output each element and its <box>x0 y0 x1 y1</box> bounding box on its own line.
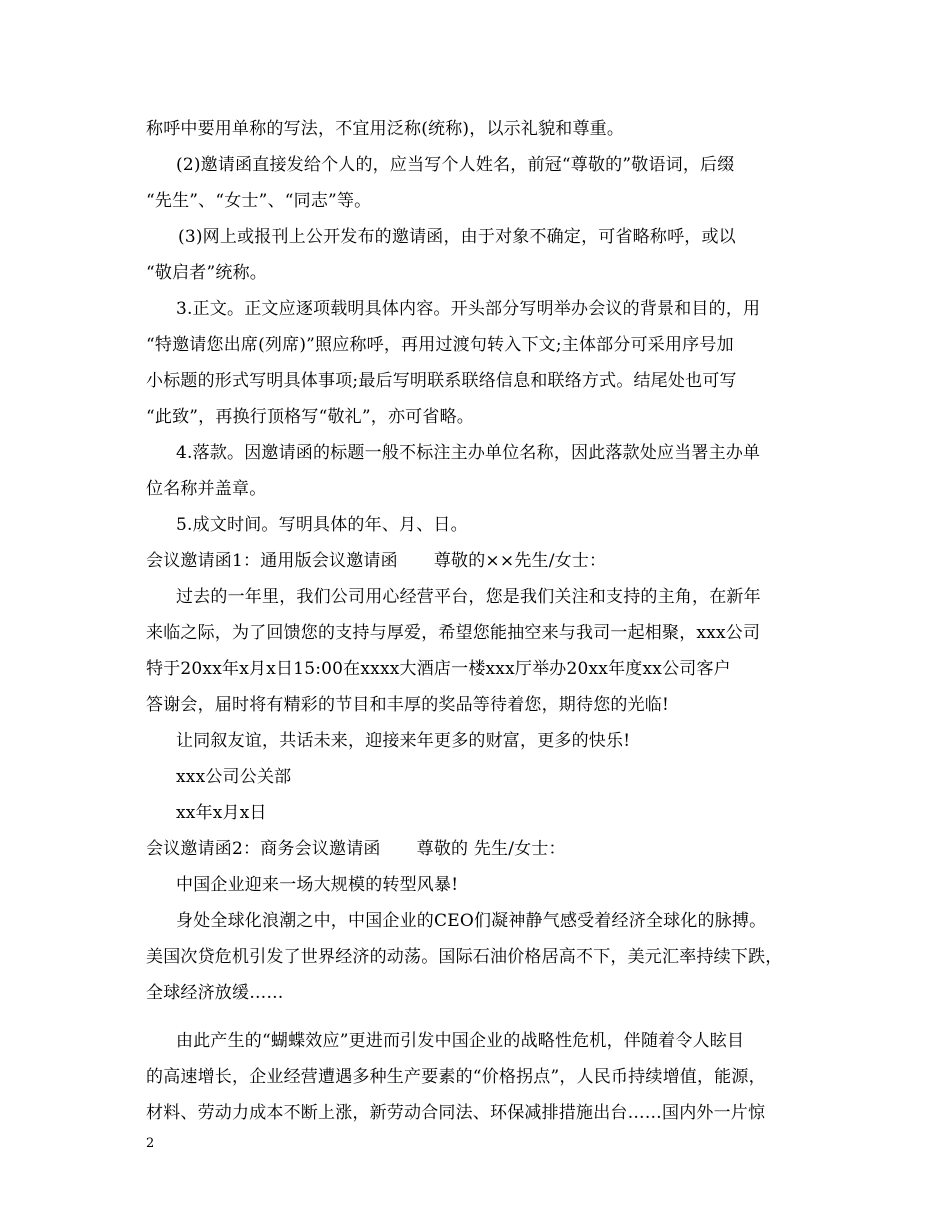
text-line: (3)网上或报刊上公开发布的邀请函，由于对象不确定，可省略称呼，或以 <box>178 227 736 247</box>
text-line: 称呼中要用单称的写法，不宜用泛称(统称)，以示礼貌和尊重。 <box>146 119 625 139</box>
page-number: 2 <box>146 1136 155 1151</box>
text-line: 5.成文时间。写明具体的年、月、日。 <box>176 515 468 535</box>
invitation-title: 会议邀请函1：通用版会议邀请函 <box>146 551 398 571</box>
salutation: 尊敬的××先生/女士： <box>433 551 607 571</box>
text-line: 来临之际，为了回馈您的支持与厚爱，希望您能抽空来与我司一起相聚，xxx公司 <box>146 623 761 643</box>
text-line: 中国企业迎来一场大规模的转型风暴! <box>176 875 459 895</box>
text-line: 美国次贷危机引发了世界经济的动荡。国际石油价格居高不下，美元汇率持续下跌， <box>146 947 783 967</box>
invitation-title: 会议邀请函2：商务会议邀请函 <box>146 839 381 859</box>
text-line: “此致”，再换行顶格写“敬礼”，亦可省略。 <box>146 407 474 427</box>
text-line: 3.正文。正文应逐项载明具体内容。开头部分写明举办会议的背景和目的，用 <box>176 299 761 319</box>
text-line: 过去的一年里，我们公司用心经营平台，您是我们关注和支持的主角，在新年 <box>176 587 761 607</box>
text-line: 答谢会，届时将有精彩的节目和丰厚的奖品等待着您，期待您的光临! <box>146 695 670 715</box>
text-line: “敬启者”统称。 <box>146 263 267 283</box>
text-line: 材料、劳动力成本不断上涨，新劳动合同法、环保减排措施出台……国内外一片惊 <box>146 1103 766 1123</box>
text-line: 身处全球化浪潮之中，中国企业的CEO们凝神静气感受着经济全球化的脉搏。 <box>176 911 767 931</box>
text-line: 全球经济放缓…… <box>146 983 284 1003</box>
text-line: 由此产生的“蝴蝶效应”更进而引发中国企业的战略性危机，伴随着令人眩目 <box>176 1031 745 1051</box>
section-heading <box>146 837 566 861</box>
text-line: 的高速增长，企业经营遭遇多种生产要素的“价格拐点”，人民币持续增值，能源， <box>146 1067 766 1087</box>
text-line: (2)邀请函直接发给个人的，应当写个人姓名，前冠“尊敬的”敬语词，后缀 <box>176 155 735 175</box>
text-line: 让同叙友谊，共话未来，迎接来年更多的财富，更多的快乐! <box>176 731 631 751</box>
text-line: 位名称并盖章。 <box>146 479 267 499</box>
text-line: “特邀请您出席(列席)”照应称呼，再用过渡句转入下文;主体部分可采用序号加 <box>146 335 734 355</box>
text-line: 4.落款。因邀请函的标题一般不标注主办单位名称，因此落款处应当署主办单 <box>176 443 761 463</box>
text-line: 特于20xx年x月x日15:00在xxxx大酒店一楼xxx厅举办20xx年度xx公司客户 <box>146 659 731 679</box>
salutation: 尊敬的 先生/女士： <box>416 839 566 859</box>
date-line: xx年x月x日 <box>176 803 267 823</box>
signature-line: xxx公司公关部 <box>176 767 292 787</box>
text-line: “先生”、“女士”、“同志”等。 <box>146 191 372 211</box>
text-line: 小标题的形式写明具体事项;最后写明联系联络信息和联络方式。结尾处也可写 <box>146 371 737 391</box>
section-heading <box>146 549 606 573</box>
